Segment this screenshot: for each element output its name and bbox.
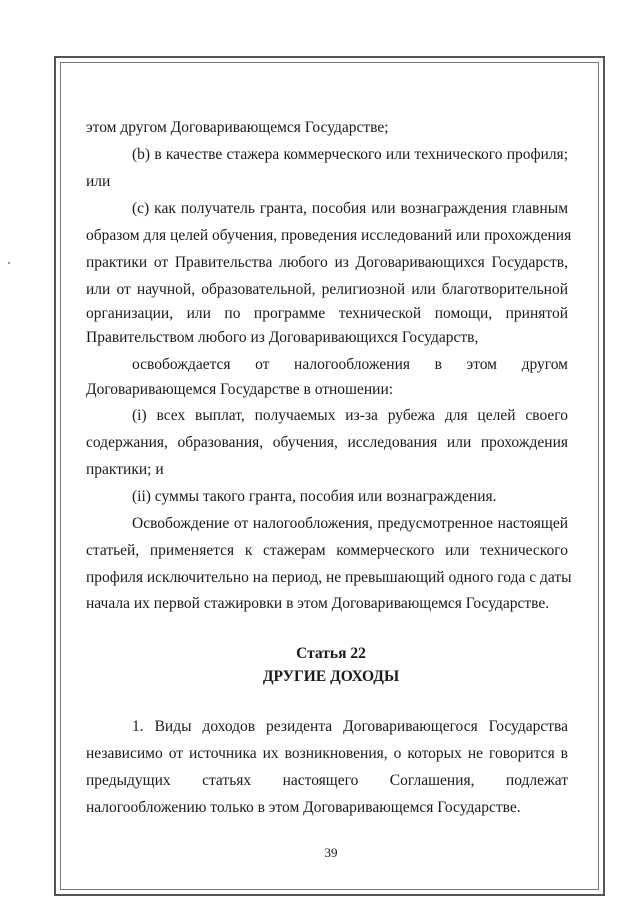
text-line: статьей, применяется к стажерам коммерческого или технического [86,542,568,559]
text-line: Освобождение от налогообложения, предусмотренное настоящей [132,515,568,532]
text-line: Правительством любого из Договаривающихся Государств, [86,329,479,346]
scan-artifact [8,262,10,264]
text-line: 1. Виды доходов резидента Договаривающегося Государства [132,718,568,735]
text-line: организации, или по программе технической помощи, принятой [86,305,568,322]
text-line: (c) как получатель гранта, пособия или вознаграждения главным [132,200,568,217]
text-line: или [86,173,111,190]
text-line: этом другом Договаривающемся Государстве; [86,119,389,136]
page-number: 39 [324,845,338,860]
text-line: практики; и [86,461,164,478]
article-heading: ДРУГИЕ ДОХОДЫ [262,668,400,685]
text-line: профиля исключительно на период, не превышающий одного года с даты [86,569,572,586]
text-line: практики от Правительства любого из Договаривающихся Государств, [86,254,568,271]
text-line: налогообложению только в этом Договаривающемся Государстве. [86,799,521,816]
text-line: начала их первой стажировки в этом Договаривающемся Государстве. [86,595,550,612]
article-title: Статья 22 [296,645,366,662]
text-line: образом для целей обучения, проведения исследований или прохождения [86,227,572,244]
text-line: предыдущих статьях настоящего Соглашения, подлежат [86,772,568,789]
text-line: (b) в качестве стажера коммерческого или технического профиля; [132,146,568,163]
text-line: содержания, образования, обучения, исследования или прохождения [86,434,568,451]
text-line: независимо от источника их возникновения, о которых не говорится в [86,745,568,762]
text-line: Договаривающемся Государстве в отношении: [86,381,394,398]
text-line: (i) всех выплат, получаемых из-за рубежа для целей своего [132,407,568,424]
text-line: или от научной, образовательной, религиозной или благотворительной [86,281,568,298]
text-line: освобождается от налогообложения в этом другом [132,356,568,373]
text-line: (ii) суммы такого гранта, пособия или вознаграждения. [132,488,497,505]
